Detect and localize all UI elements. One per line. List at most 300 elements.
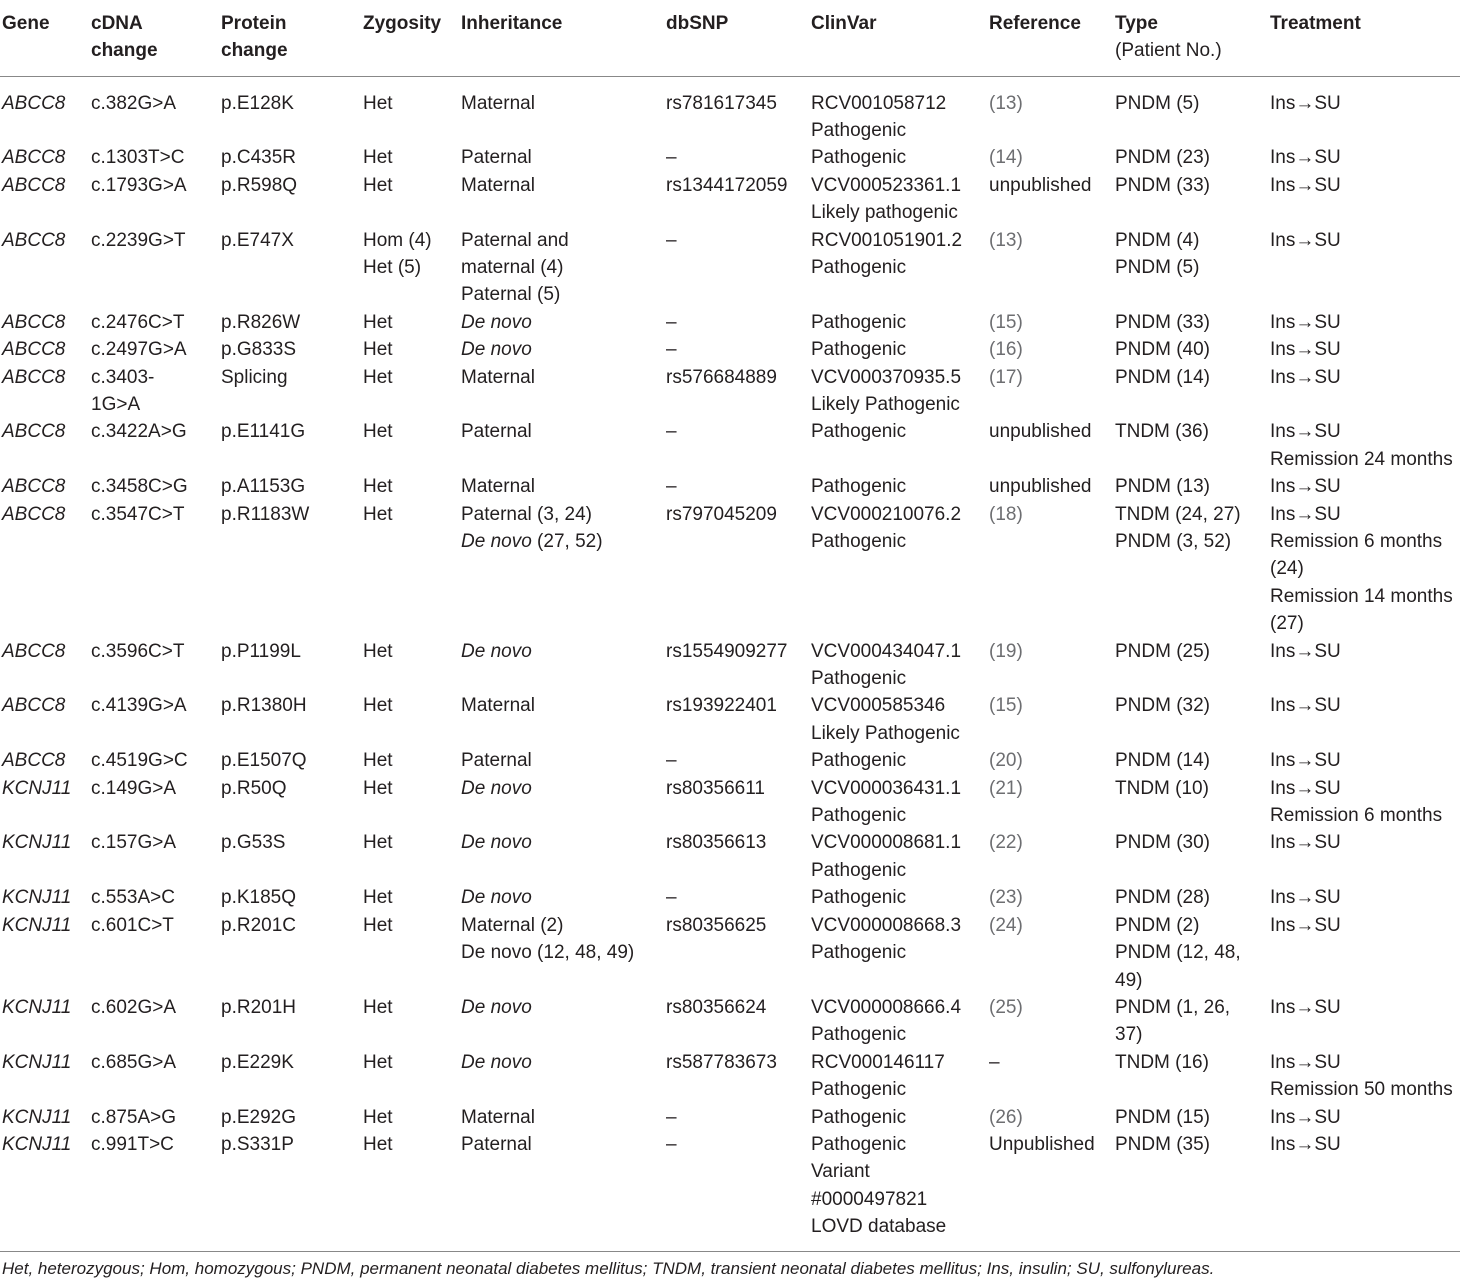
cell-line: –	[666, 887, 677, 909]
treatment-cell	[1270, 473, 1460, 500]
cell-line: Ins→SU	[1270, 695, 1341, 717]
cell-line	[461, 994, 666, 1021]
treatment-cell	[1270, 172, 1460, 227]
inheritance-text: De novo	[461, 640, 532, 662]
treatment-cell	[1270, 638, 1460, 693]
cell-line: –	[666, 1133, 677, 1155]
cell-line: Ins→SU	[1270, 311, 1341, 333]
cell-line: Ins→SU	[1270, 887, 1341, 909]
cell-line: (27)	[1270, 613, 1304, 635]
cell-line: PNDM (1, 26,	[1115, 996, 1231, 1018]
cell-line: c.3422A>G	[91, 421, 187, 443]
gene-cell	[0, 638, 91, 693]
cell-line: VCV000008668.3	[811, 914, 962, 936]
inheritance-cell	[461, 1049, 666, 1104]
type-cell	[1115, 884, 1270, 911]
cell-line	[461, 501, 666, 528]
treatment-cell	[1270, 884, 1460, 911]
type-cell	[1115, 912, 1270, 994]
zygosity-cell	[363, 912, 461, 994]
cell-line: Het	[363, 339, 393, 361]
table-row	[0, 829, 1460, 884]
cell-line: Remission 24 months	[1270, 448, 1453, 470]
zygosity-cell	[363, 364, 461, 419]
protein-change-cell	[221, 418, 363, 473]
inheritance-text: Paternal (3, 24)	[461, 503, 592, 525]
cell-line: c.3547C>T	[91, 503, 185, 525]
cell-line: PNDM (23)	[1115, 147, 1211, 169]
zygosity-cell	[363, 144, 461, 171]
table-row	[0, 76, 1460, 144]
zygosity-cell	[363, 418, 461, 473]
cell-line: Remission 6 months	[1270, 805, 1443, 827]
clinvar-cell	[811, 1049, 989, 1104]
cell-line: Het	[363, 1133, 393, 1155]
reference-cell	[989, 172, 1115, 227]
type-cell	[1115, 364, 1270, 419]
protein-change-cell	[221, 364, 363, 419]
inheritance-text: Maternal	[461, 366, 535, 388]
inheritance-cell	[461, 638, 666, 693]
cdna-change-cell	[91, 144, 221, 171]
cell-line: Het	[363, 777, 393, 799]
cell-line: ABCC8	[2, 366, 66, 388]
cdna-change-cell	[91, 638, 221, 693]
clinvar-cell	[811, 775, 989, 830]
table-row	[0, 364, 1460, 419]
inheritance-text: Maternal	[461, 1106, 535, 1128]
reference-cell	[989, 227, 1115, 309]
cell-line: ABCC8	[2, 640, 66, 662]
table-row	[0, 994, 1460, 1049]
cell-line: PNDM (12, 48,	[1115, 942, 1241, 964]
inheritance-text: De novo	[461, 996, 532, 1018]
protein-change-cell	[221, 473, 363, 500]
protein-change-cell	[221, 172, 363, 227]
clinvar-cell	[811, 638, 989, 693]
gene-cell	[0, 144, 91, 171]
clinvar-cell	[811, 747, 989, 774]
cell-line: PNDM (25)	[1115, 640, 1211, 662]
inheritance-cell	[461, 309, 666, 336]
dbsnp-cell	[666, 692, 811, 747]
dbsnp-cell	[666, 227, 811, 309]
cell-line: –	[666, 229, 677, 251]
inheritance-text: De novo	[461, 531, 532, 552]
inheritance-cell	[461, 912, 666, 994]
cell-line: Het	[363, 311, 393, 333]
treatment-cell	[1270, 994, 1460, 1049]
cdna-change-cell	[91, 1131, 221, 1251]
cell-line: PNDM (28)	[1115, 887, 1211, 909]
reference-cell	[989, 473, 1115, 500]
inheritance-cell	[461, 336, 666, 363]
cell-line: Ins→SU	[1270, 366, 1341, 388]
cell-line: KCNJ11	[2, 1106, 72, 1128]
cell-line: unpublished	[989, 476, 1092, 498]
table-row	[0, 1049, 1460, 1104]
table-row	[0, 884, 1460, 911]
table-row	[0, 747, 1460, 774]
table-row	[0, 227, 1460, 309]
protein-change-cell	[221, 829, 363, 884]
clinvar-cell	[811, 912, 989, 994]
inheritance-text: maternal (4)	[461, 256, 564, 278]
gene-cell	[0, 994, 91, 1049]
zygosity-cell	[363, 336, 461, 363]
cell-line	[461, 172, 666, 199]
gene-cell	[0, 884, 91, 911]
cell-line: ABCC8	[2, 421, 66, 443]
header-type: Type (Patient No.)	[1115, 10, 1270, 76]
cell-line: p.E1141G	[221, 421, 306, 443]
inheritance-text: De novo	[461, 339, 532, 361]
cell-line: Pathogenic	[811, 476, 907, 498]
dbsnp-cell	[666, 76, 811, 144]
zygosity-cell	[363, 884, 461, 911]
protein-change-cell	[221, 1049, 363, 1104]
cell-line: p.R201C	[221, 914, 296, 936]
cell-line: p.R1380H	[221, 695, 307, 717]
gene-cell	[0, 501, 91, 638]
table-row	[0, 638, 1460, 693]
reference-cell	[989, 418, 1115, 473]
cell-line: Het	[363, 1051, 393, 1073]
inheritance-cell	[461, 994, 666, 1049]
cell-line: c.601C>T	[91, 914, 174, 936]
cell-line: Pathogenic	[811, 887, 907, 909]
cell-line	[461, 90, 666, 117]
cell-line: ABCC8	[2, 750, 66, 772]
cell-line: p.E292G	[221, 1106, 296, 1128]
cell-line: ABCC8	[2, 503, 66, 525]
type-cell	[1115, 172, 1270, 227]
cell-line: p.E128K	[221, 92, 294, 114]
cell-line: rs193922401	[666, 695, 777, 717]
cell-line: p.E1507Q	[221, 750, 307, 772]
protein-change-cell	[221, 227, 363, 309]
cell-line	[461, 364, 666, 391]
type-cell	[1115, 227, 1270, 309]
cell-line: (21)	[989, 777, 1023, 799]
table-row	[0, 912, 1460, 994]
treatment-cell	[1270, 1049, 1460, 1104]
cell-line: Likely Pathogenic	[811, 722, 960, 744]
cell-line: VCV000036431.1	[811, 777, 962, 799]
treatment-cell	[1270, 692, 1460, 747]
gene-cell	[0, 1049, 91, 1104]
inheritance-cell	[461, 692, 666, 747]
cell-line: PNDM (5)	[1115, 92, 1200, 114]
cell-line: VCV000585346	[811, 695, 946, 717]
cell-line: ABCC8	[2, 229, 66, 251]
dbsnp-cell	[666, 747, 811, 774]
cell-line: Het	[363, 147, 393, 169]
cell-line: rs576684889	[666, 366, 777, 388]
cell-line: Ins→SU	[1270, 1051, 1341, 1073]
cell-line: (17)	[989, 366, 1023, 388]
cell-line: TNDM (16)	[1115, 1051, 1209, 1073]
inheritance-text: Paternal	[461, 421, 532, 443]
type-cell	[1115, 473, 1270, 500]
cell-line	[461, 884, 666, 911]
reference-cell	[989, 692, 1115, 747]
cell-line: –	[666, 311, 677, 333]
treatment-cell	[1270, 364, 1460, 419]
cell-line: Ins→SU	[1270, 777, 1341, 799]
cell-line: Pathogenic	[811, 1024, 907, 1046]
clinvar-cell	[811, 501, 989, 638]
inheritance-text: Paternal	[461, 750, 532, 772]
cell-line: Pathogenic	[811, 311, 907, 333]
reference-cell	[989, 994, 1115, 1049]
gene-cell	[0, 1131, 91, 1251]
protein-change-cell	[221, 1104, 363, 1131]
zygosity-cell	[363, 309, 461, 336]
cell-line: Pathogenic	[811, 859, 907, 881]
reference-cell	[989, 1131, 1115, 1251]
inheritance-text: De novo	[461, 832, 532, 854]
cell-line: Het	[363, 92, 393, 114]
cell-line	[461, 309, 666, 336]
cell-line: ABCC8	[2, 476, 66, 498]
gene-cell	[0, 309, 91, 336]
reference-cell	[989, 884, 1115, 911]
cell-line: p.R201H	[221, 996, 296, 1018]
cell-line: Ins→SU	[1270, 1133, 1341, 1155]
gene-cell	[0, 912, 91, 994]
cell-line: Remission 50 months	[1270, 1079, 1453, 1101]
inheritance-cell	[461, 418, 666, 473]
cell-line: Likely Pathogenic	[811, 393, 960, 415]
gene-cell	[0, 747, 91, 774]
type-cell	[1115, 501, 1270, 638]
type-cell	[1115, 1131, 1270, 1251]
cell-line: VCV000434047.1	[811, 640, 962, 662]
cell-line: RCV001051901.2	[811, 229, 963, 251]
cell-line: 49)	[1115, 969, 1143, 991]
inheritance-cell	[461, 172, 666, 227]
table-row	[0, 1131, 1460, 1251]
protein-change-cell	[221, 912, 363, 994]
cell-line: p.R826W	[221, 311, 301, 333]
clinvar-cell	[811, 144, 989, 171]
header-gene: Gene	[0, 10, 91, 76]
gene-cell	[0, 364, 91, 419]
cell-line: c.4519G>C	[91, 750, 188, 772]
cell-line: Remission 6 months	[1270, 531, 1443, 552]
inheritance-text: De novo	[461, 311, 532, 333]
cell-line: c.1303T>C	[91, 147, 185, 169]
zygosity-cell	[363, 76, 461, 144]
cell-line: (22)	[989, 832, 1023, 854]
cell-line: c.3596C>T	[91, 640, 185, 662]
cell-line: ABCC8	[2, 339, 66, 361]
cell-line	[461, 227, 666, 254]
cell-line: –	[666, 476, 677, 498]
treatment-cell	[1270, 418, 1460, 473]
cell-line: 1G>A	[91, 393, 141, 415]
cdna-change-cell	[91, 994, 221, 1049]
treatment-cell	[1270, 144, 1460, 171]
cell-line: rs587783673	[666, 1051, 777, 1073]
cell-line: Unpublished	[989, 1133, 1095, 1155]
cell-line: KCNJ11	[2, 1051, 72, 1073]
cell-line: PNDM (40)	[1115, 339, 1211, 361]
cell-line: –	[989, 1051, 1000, 1073]
cell-line: c.3403-	[91, 366, 155, 388]
cell-line	[461, 336, 666, 363]
cell-line: Het	[363, 996, 393, 1018]
inheritance-text: De novo (12, 48, 49)	[461, 942, 635, 964]
cell-line: Pathogenic	[811, 147, 907, 169]
clinvar-cell	[811, 1131, 989, 1251]
treatment-cell	[1270, 501, 1460, 638]
zygosity-cell	[363, 1049, 461, 1104]
type-cell	[1115, 829, 1270, 884]
clinvar-cell	[811, 227, 989, 309]
protein-change-cell	[221, 76, 363, 144]
table-footnote: Het, heterozygous; Hom, homozygous; PNDM, permanent neonatal diabetes mellitus; TNDM, transient neonatal diabetes mellitus; Ins, insulin; SU, sulfonylureas.	[2, 1259, 1215, 1278]
header-treatment: Treatment	[1270, 10, 1460, 76]
cdna-change-cell	[91, 172, 221, 227]
treatment-cell	[1270, 336, 1460, 363]
cell-line: KCNJ11	[2, 996, 72, 1018]
cell-line	[461, 692, 666, 719]
zygosity-cell	[363, 994, 461, 1049]
cdna-change-cell	[91, 473, 221, 500]
protein-change-cell	[221, 638, 363, 693]
cell-line: c.685G>A	[91, 1051, 177, 1073]
cell-line: Pathogenic	[811, 1106, 907, 1128]
cell-line: rs80356613	[666, 832, 767, 854]
cell-line: Ins→SU	[1270, 750, 1341, 772]
dbsnp-cell	[666, 144, 811, 171]
protein-change-cell	[221, 884, 363, 911]
zygosity-cell	[363, 692, 461, 747]
zygosity-cell	[363, 638, 461, 693]
cell-line	[461, 1131, 666, 1158]
clinvar-cell	[811, 418, 989, 473]
cell-line: Het	[363, 914, 393, 936]
clinvar-cell	[811, 309, 989, 336]
cell-line: TNDM (36)	[1115, 421, 1209, 443]
cell-line: Ins→SU	[1270, 421, 1341, 443]
cell-line: rs1554909277	[666, 640, 788, 662]
cell-line: p.R1183W	[221, 503, 310, 525]
cell-line: PNDM (14)	[1115, 366, 1211, 388]
cdna-change-cell	[91, 418, 221, 473]
cell-line: (16)	[989, 339, 1023, 361]
protein-change-cell	[221, 994, 363, 1049]
reference-cell	[989, 638, 1115, 693]
inheritance-text-rest: (27, 52)	[531, 531, 603, 552]
cdna-change-cell	[91, 1049, 221, 1104]
cell-line: Ins→SU	[1270, 174, 1341, 196]
reference-cell	[989, 1049, 1115, 1104]
protein-change-cell	[221, 309, 363, 336]
type-cell	[1115, 747, 1270, 774]
cell-line: p.R50Q	[221, 777, 287, 799]
cell-line: Het	[363, 476, 393, 498]
cell-line: TNDM (24, 27)	[1115, 503, 1241, 525]
reference-cell	[989, 76, 1115, 144]
reference-cell	[989, 364, 1115, 419]
gene-cell	[0, 227, 91, 309]
cell-line: Ins→SU	[1270, 914, 1341, 936]
cell-line	[461, 1049, 666, 1076]
cell-line: PNDM (14)	[1115, 750, 1211, 772]
cell-line: Het	[363, 640, 393, 662]
table-row	[0, 309, 1460, 336]
cdna-change-cell	[91, 364, 221, 419]
cell-line: (13)	[989, 229, 1023, 251]
cell-line: c.3458C>G	[91, 476, 188, 498]
cell-line	[461, 638, 666, 665]
clinvar-cell	[811, 692, 989, 747]
cell-line: ABCC8	[2, 311, 66, 333]
gene-cell	[0, 172, 91, 227]
treatment-cell	[1270, 775, 1460, 830]
cell-line: unpublished	[989, 421, 1092, 443]
dbsnp-cell	[666, 1049, 811, 1104]
cell-line: Variant	[811, 1161, 870, 1183]
cell-line: rs797045209	[666, 503, 777, 525]
cell-line: 37)	[1115, 1024, 1143, 1046]
dbsnp-cell	[666, 418, 811, 473]
cell-line: VCV000523361.1	[811, 174, 962, 196]
cell-line: rs80356624	[666, 996, 767, 1018]
cell-line: Ins→SU	[1270, 503, 1341, 525]
cell-line: –	[666, 147, 677, 169]
cell-line	[461, 473, 666, 500]
type-cell	[1115, 1049, 1270, 1104]
treatment-cell	[1270, 1104, 1460, 1131]
cell-line: c.149G>A	[91, 777, 177, 799]
type-cell	[1115, 144, 1270, 171]
cell-line: PNDM (33)	[1115, 174, 1211, 196]
inheritance-text: Paternal	[461, 1133, 532, 1155]
cell-line: Ins→SU	[1270, 147, 1341, 169]
cell-line: ABCC8	[2, 174, 66, 196]
dbsnp-cell	[666, 1131, 811, 1251]
cell-line: PNDM (32)	[1115, 695, 1211, 717]
cell-line: ABCC8	[2, 92, 66, 114]
dbsnp-cell	[666, 309, 811, 336]
table-row	[0, 501, 1460, 638]
reference-cell	[989, 501, 1115, 638]
cell-line: (13)	[989, 92, 1023, 114]
cell-line: Pathogenic	[811, 531, 907, 552]
cell-line: KCNJ11	[2, 832, 72, 854]
cell-line: rs80356625	[666, 914, 767, 936]
cell-line	[461, 1104, 666, 1131]
dbsnp-cell	[666, 364, 811, 419]
cell-line	[461, 939, 666, 966]
cell-line: p.E747X	[221, 229, 294, 251]
cell-line: c.553A>C	[91, 887, 175, 909]
cell-line: p.E229K	[221, 1051, 294, 1073]
cell-line: Het	[363, 174, 393, 196]
cell-line: p.K185Q	[221, 887, 296, 909]
cdna-change-cell	[91, 1104, 221, 1131]
type-cell	[1115, 994, 1270, 1049]
cell-line: LOVD database	[811, 1216, 947, 1238]
clinvar-cell	[811, 884, 989, 911]
inheritance-text: Maternal	[461, 476, 535, 498]
type-cell	[1115, 775, 1270, 830]
treatment-cell	[1270, 309, 1460, 336]
